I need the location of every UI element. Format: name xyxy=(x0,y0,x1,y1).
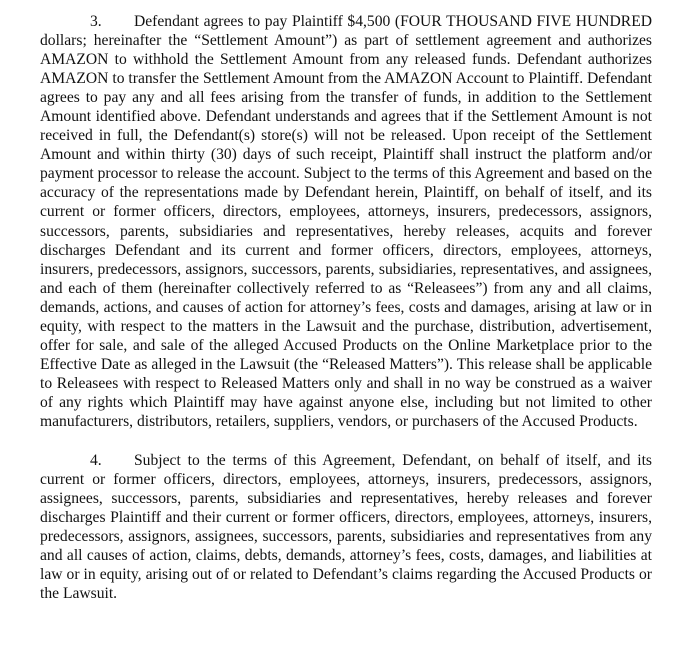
paragraph-number: 3. xyxy=(90,13,102,30)
paragraph-4 xyxy=(40,451,652,603)
paragraph-text: Defendant agrees to pay Plaintiff $4,500 (FOUR THOUSAND FIVE HUNDRED dollars; hereinafter the “Settlement Amount”) as part of settlement agreement and authorizes AMAZON to withhold the Settlement Amount from any released funds. Defendant authorizes AMAZON to transfer the Settlement Amount from the AMAZON Account to Plaintiff. Defendant agrees to pay any and all fees arising from the transfer of funds, in addition to the Settlement Amount identified above. Defendant understands and agrees that if the Settlement Amount is not received in full, the Defendant(s) store(s) will not be released. Upon receipt of the Settlement Amount and within thirty (30) days of such receipt, Plaintiff shall instruct the platform and/or payment processor to release the account. Subject to the terms of this Agreement and based on the accuracy of the representations made by Defendant herein, Plaintiff, on behalf of itself, and its current or former officers, directors, employees, attorneys, insurers, predecessors, assignors, successors, parents, subsidiaries and representatives, hereby releases, acquits and forever discharges Defendant and its current and former officers, directors, employees, attorneys, insurers, predecessors, assignors, successors, parents, subsidiaries, representatives, and assignees, and each of them (hereinafter collectively referred to as “Releasees”) from any and all claims, demands, actions, and causes of action for attorney’s fees, costs and damages, arising at law or in equity, with respect to the matters in the Lawsuit and the purchase, distribution, advertisement, offer for sale, and sale of the alleged Accused Products on the Online Marketplace prior to the Effective Date as alleged in the Lawsuit (the “Released Matters”). This release shall be applicable to Releasees with respect to Released Matters only and shall in no way be construed as a waiver of any rights which Plaintiff may have against anyone else, including but not limited to other manufacturers, distributors, retailers, suppliers, vendors, or purchasers of the Accused Products. xyxy=(40,13,652,430)
paragraph-3 xyxy=(40,12,652,431)
document-page xyxy=(40,12,652,603)
paragraph-text: Subject to the terms of this Agreement, Defendant, on behalf of itself, and its current or former officers, directors, employees, attorneys, insurers, predecessors, assignors, assignees, successors, parents, subsidiaries and representatives, hereby releases and forever discharges Plaintiff and their current or former officers, directors, employees, attorneys, insurers, predecessors, assignors, assignees, successors, parents, subsidiaries and representatives from any and all causes of action, claims, debts, demands, attorney’s fees, costs, damages, and liabilities at law or in equity, arising out of or related to Defendant’s claims regarding the Accused Products or the Lawsuit. xyxy=(40,452,652,603)
paragraph-number: 4. xyxy=(90,452,102,470)
